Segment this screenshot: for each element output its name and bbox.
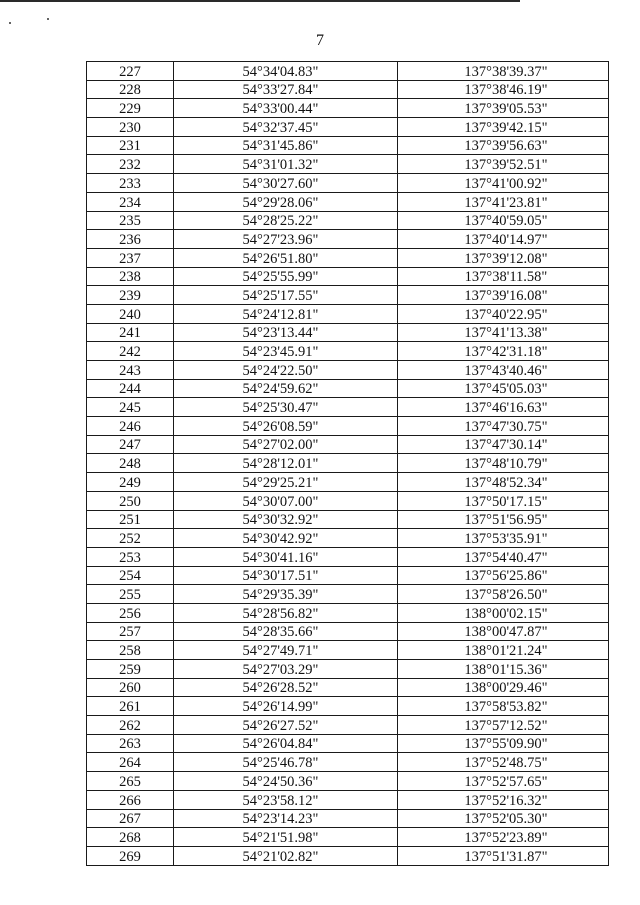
table-row xyxy=(87,136,609,155)
table-row xyxy=(87,660,609,679)
point-number-cell: 251 xyxy=(87,510,174,529)
table-row xyxy=(87,323,609,342)
latitude-cell: 54°24'59.62" xyxy=(174,379,398,398)
coordinates-table-body xyxy=(87,62,609,866)
point-number-cell: 235 xyxy=(87,211,174,230)
point-number-cell: 248 xyxy=(87,454,174,473)
longitude-cell: 137°46'16.63" xyxy=(398,398,609,417)
latitude-cell: 54°23'14.23" xyxy=(174,809,398,828)
point-number-cell: 253 xyxy=(87,547,174,566)
point-number-cell: 239 xyxy=(87,286,174,305)
table-row xyxy=(87,99,609,118)
table-row xyxy=(87,417,609,436)
longitude-cell: 137°42'31.18" xyxy=(398,342,609,361)
point-number-cell: 250 xyxy=(87,491,174,510)
table-row xyxy=(87,342,609,361)
table-row xyxy=(87,491,609,510)
latitude-cell: 54°21'02.82" xyxy=(174,846,398,865)
point-number-cell: 231 xyxy=(87,136,174,155)
longitude-cell: 138°00'02.15" xyxy=(398,603,609,622)
longitude-cell: 137°50'17.15" xyxy=(398,491,609,510)
latitude-cell: 54°24'50.36" xyxy=(174,772,398,791)
scan-speck xyxy=(9,22,11,24)
latitude-cell: 54°24'12.81" xyxy=(174,304,398,323)
point-number-cell: 242 xyxy=(87,342,174,361)
latitude-cell: 54°30'17.51" xyxy=(174,566,398,585)
point-number-cell: 255 xyxy=(87,585,174,604)
latitude-cell: 54°30'41.16" xyxy=(174,547,398,566)
latitude-cell: 54°26'27.52" xyxy=(174,716,398,735)
point-number-cell: 232 xyxy=(87,155,174,174)
point-number-cell: 230 xyxy=(87,118,174,137)
point-number-cell: 268 xyxy=(87,828,174,847)
point-number-cell: 247 xyxy=(87,435,174,454)
latitude-cell: 54°26'08.59" xyxy=(174,417,398,436)
latitude-cell: 54°29'25.21" xyxy=(174,473,398,492)
latitude-cell: 54°26'51.80" xyxy=(174,248,398,267)
longitude-cell: 137°55'09.90" xyxy=(398,734,609,753)
point-number-cell: 269 xyxy=(87,846,174,865)
longitude-cell: 137°51'56.95" xyxy=(398,510,609,529)
table-row xyxy=(87,454,609,473)
latitude-cell: 54°33'27.84" xyxy=(174,80,398,99)
table-row xyxy=(87,62,609,81)
point-number-cell: 265 xyxy=(87,772,174,791)
point-number-cell: 244 xyxy=(87,379,174,398)
latitude-cell: 54°34'04.83" xyxy=(174,62,398,81)
table-row xyxy=(87,510,609,529)
longitude-cell: 137°43'40.46" xyxy=(398,361,609,380)
latitude-cell: 54°27'23.96" xyxy=(174,230,398,249)
latitude-cell: 54°23'45.91" xyxy=(174,342,398,361)
latitude-cell: 54°26'04.84" xyxy=(174,734,398,753)
top-border-line xyxy=(0,0,520,2)
latitude-cell: 54°28'56.82" xyxy=(174,603,398,622)
point-number-cell: 266 xyxy=(87,790,174,809)
table-row xyxy=(87,286,609,305)
latitude-cell: 54°27'49.71" xyxy=(174,641,398,660)
longitude-cell: 137°39'56.63" xyxy=(398,136,609,155)
table-row xyxy=(87,734,609,753)
latitude-cell: 54°26'28.52" xyxy=(174,678,398,697)
table-row xyxy=(87,248,609,267)
latitude-cell: 54°25'55.99" xyxy=(174,267,398,286)
latitude-cell: 54°25'17.55" xyxy=(174,286,398,305)
point-number-cell: 233 xyxy=(87,174,174,193)
longitude-cell: 137°39'42.15" xyxy=(398,118,609,137)
latitude-cell: 54°25'46.78" xyxy=(174,753,398,772)
longitude-cell: 138°01'15.36" xyxy=(398,660,609,679)
coordinates-table xyxy=(86,61,609,866)
longitude-cell: 137°52'57.65" xyxy=(398,772,609,791)
latitude-cell: 54°31'45.86" xyxy=(174,136,398,155)
table-row xyxy=(87,790,609,809)
longitude-cell: 137°52'05.30" xyxy=(398,809,609,828)
table-row xyxy=(87,435,609,454)
latitude-cell: 54°26'14.99" xyxy=(174,697,398,716)
latitude-cell: 54°27'02.00" xyxy=(174,435,398,454)
longitude-cell: 137°54'40.47" xyxy=(398,547,609,566)
latitude-cell: 54°28'25.22" xyxy=(174,211,398,230)
table-row xyxy=(87,211,609,230)
point-number-cell: 245 xyxy=(87,398,174,417)
latitude-cell: 54°30'27.60" xyxy=(174,174,398,193)
point-number-cell: 261 xyxy=(87,697,174,716)
table-row xyxy=(87,772,609,791)
point-number-cell: 258 xyxy=(87,641,174,660)
latitude-cell: 54°32'37.45" xyxy=(174,118,398,137)
latitude-cell: 54°28'12.01" xyxy=(174,454,398,473)
longitude-cell: 137°58'53.82" xyxy=(398,697,609,716)
table-row xyxy=(87,697,609,716)
table-row xyxy=(87,753,609,772)
longitude-cell: 137°39'05.53" xyxy=(398,99,609,118)
table-row xyxy=(87,828,609,847)
table-row xyxy=(87,304,609,323)
table-row xyxy=(87,585,609,604)
point-number-cell: 238 xyxy=(87,267,174,286)
latitude-cell: 54°30'42.92" xyxy=(174,529,398,548)
table-row xyxy=(87,678,609,697)
point-number-cell: 241 xyxy=(87,323,174,342)
longitude-cell: 137°39'52.51" xyxy=(398,155,609,174)
longitude-cell: 137°51'31.87" xyxy=(398,846,609,865)
latitude-cell: 54°30'32.92" xyxy=(174,510,398,529)
point-number-cell: 264 xyxy=(87,753,174,772)
table-row xyxy=(87,192,609,211)
longitude-cell: 137°52'23.89" xyxy=(398,828,609,847)
longitude-cell: 138°00'47.87" xyxy=(398,622,609,641)
longitude-cell: 137°48'52.34" xyxy=(398,473,609,492)
longitude-cell: 137°38'46.19" xyxy=(398,80,609,99)
point-number-cell: 228 xyxy=(87,80,174,99)
longitude-cell: 137°39'16.08" xyxy=(398,286,609,305)
latitude-cell: 54°29'35.39" xyxy=(174,585,398,604)
latitude-cell: 54°24'22.50" xyxy=(174,361,398,380)
latitude-cell: 54°23'13.44" xyxy=(174,323,398,342)
latitude-cell: 54°27'03.29" xyxy=(174,660,398,679)
table-row xyxy=(87,80,609,99)
table-row xyxy=(87,846,609,865)
point-number-cell: 229 xyxy=(87,99,174,118)
table-row xyxy=(87,716,609,735)
longitude-cell: 137°41'23.81" xyxy=(398,192,609,211)
page-number: 7 xyxy=(316,32,324,49)
point-number-cell: 249 xyxy=(87,473,174,492)
table-row xyxy=(87,529,609,548)
table-row xyxy=(87,379,609,398)
table-row xyxy=(87,361,609,380)
longitude-cell: 137°47'30.75" xyxy=(398,417,609,436)
point-number-cell: 263 xyxy=(87,734,174,753)
latitude-cell: 54°31'01.32" xyxy=(174,155,398,174)
point-number-cell: 260 xyxy=(87,678,174,697)
longitude-cell: 137°38'39.37" xyxy=(398,62,609,81)
longitude-cell: 138°01'21.24" xyxy=(398,641,609,660)
longitude-cell: 137°40'14.97" xyxy=(398,230,609,249)
table-row xyxy=(87,118,609,137)
longitude-cell: 137°40'22.95" xyxy=(398,304,609,323)
point-number-cell: 237 xyxy=(87,248,174,267)
point-number-cell: 246 xyxy=(87,417,174,436)
latitude-cell: 54°33'00.44" xyxy=(174,99,398,118)
point-number-cell: 254 xyxy=(87,566,174,585)
table-row xyxy=(87,267,609,286)
point-number-cell: 227 xyxy=(87,62,174,81)
longitude-cell: 137°47'30.14" xyxy=(398,435,609,454)
table-row xyxy=(87,547,609,566)
longitude-cell: 138°00'29.46" xyxy=(398,678,609,697)
point-number-cell: 240 xyxy=(87,304,174,323)
longitude-cell: 137°39'12.08" xyxy=(398,248,609,267)
point-number-cell: 243 xyxy=(87,361,174,380)
point-number-cell: 262 xyxy=(87,716,174,735)
longitude-cell: 137°40'59.05" xyxy=(398,211,609,230)
point-number-cell: 234 xyxy=(87,192,174,211)
latitude-cell: 54°25'30.47" xyxy=(174,398,398,417)
point-number-cell: 252 xyxy=(87,529,174,548)
table-row xyxy=(87,809,609,828)
latitude-cell: 54°30'07.00" xyxy=(174,491,398,510)
longitude-cell: 137°48'10.79" xyxy=(398,454,609,473)
scan-speck xyxy=(47,18,49,20)
longitude-cell: 137°57'12.52" xyxy=(398,716,609,735)
table-row xyxy=(87,603,609,622)
longitude-cell: 137°52'48.75" xyxy=(398,753,609,772)
longitude-cell: 137°45'05.03" xyxy=(398,379,609,398)
point-number-cell: 236 xyxy=(87,230,174,249)
table-row xyxy=(87,473,609,492)
table-row xyxy=(87,155,609,174)
latitude-cell: 54°23'58.12" xyxy=(174,790,398,809)
table-row xyxy=(87,622,609,641)
table-row xyxy=(87,230,609,249)
longitude-cell: 137°41'13.38" xyxy=(398,323,609,342)
longitude-cell: 137°53'35.91" xyxy=(398,529,609,548)
longitude-cell: 137°38'11.58" xyxy=(398,267,609,286)
latitude-cell: 54°29'28.06" xyxy=(174,192,398,211)
table-row xyxy=(87,398,609,417)
point-number-cell: 267 xyxy=(87,809,174,828)
latitude-cell: 54°21'51.98" xyxy=(174,828,398,847)
point-number-cell: 259 xyxy=(87,660,174,679)
table-row xyxy=(87,566,609,585)
table-row xyxy=(87,174,609,193)
latitude-cell: 54°28'35.66" xyxy=(174,622,398,641)
longitude-cell: 137°52'16.32" xyxy=(398,790,609,809)
point-number-cell: 256 xyxy=(87,603,174,622)
point-number-cell: 257 xyxy=(87,622,174,641)
longitude-cell: 137°56'25.86" xyxy=(398,566,609,585)
longitude-cell: 137°58'26.50" xyxy=(398,585,609,604)
table-row xyxy=(87,641,609,660)
longitude-cell: 137°41'00.92" xyxy=(398,174,609,193)
